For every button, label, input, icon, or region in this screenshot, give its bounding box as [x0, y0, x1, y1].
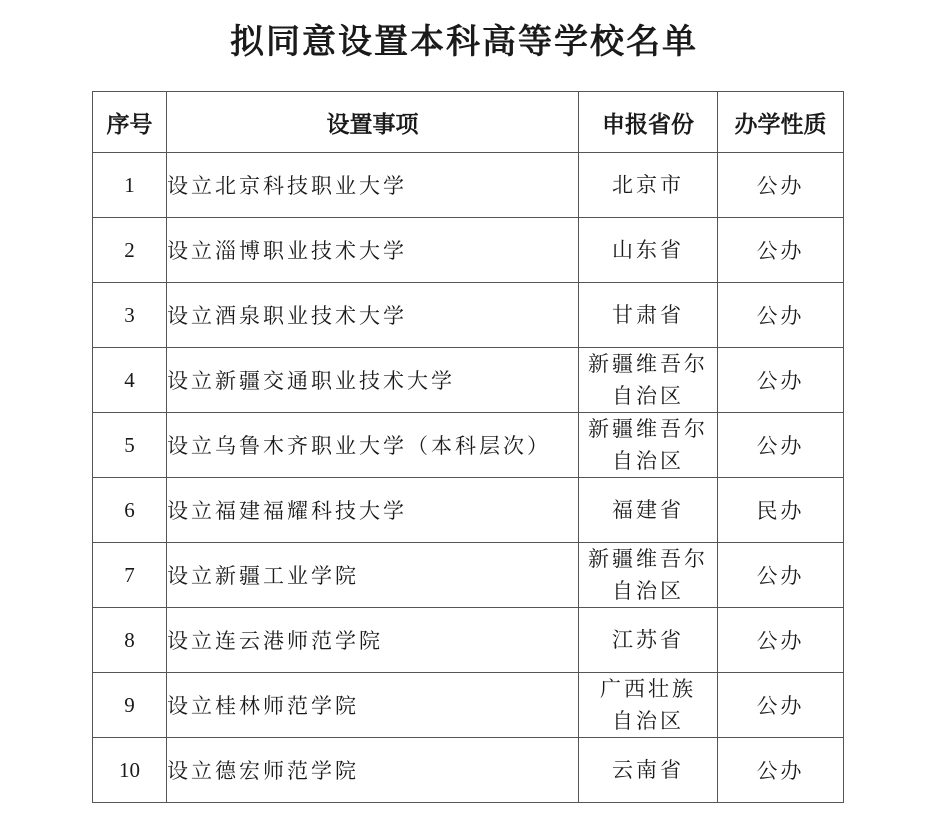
table-body	[93, 153, 844, 803]
row-nature: 公办	[718, 673, 844, 738]
province-line: 甘肃省	[612, 303, 684, 327]
row-item: 设立北京科技职业大学	[167, 153, 579, 218]
row-number: 5	[93, 413, 167, 478]
row-item: 设立酒泉职业技术大学	[167, 283, 579, 348]
table-row	[93, 738, 844, 803]
table-row	[93, 153, 844, 218]
province-line: 自治区	[612, 449, 684, 473]
table-row	[93, 283, 844, 348]
table-row	[93, 478, 844, 543]
row-nature: 公办	[718, 283, 844, 348]
row-nature: 公办	[718, 413, 844, 478]
row-province	[579, 348, 718, 413]
row-item: 设立淄博职业技术大学	[167, 218, 579, 283]
row-number: 3	[93, 283, 167, 348]
row-number: 9	[93, 673, 167, 738]
header-number: 序号	[93, 92, 167, 153]
table-header-row	[93, 92, 844, 153]
row-item: 设立乌鲁木齐职业大学（本科层次）	[167, 413, 579, 478]
province-line: 云南省	[612, 758, 684, 782]
row-province	[579, 413, 718, 478]
table-row	[93, 413, 844, 478]
row-item: 设立德宏师范学院	[167, 738, 579, 803]
row-number: 2	[93, 218, 167, 283]
table-row	[93, 348, 844, 413]
row-nature: 公办	[718, 348, 844, 413]
row-province	[579, 608, 718, 673]
row-item: 设立福建福耀科技大学	[167, 478, 579, 543]
document-title: 拟同意设置本科高等学校名单	[230, 22, 698, 62]
province-line: 新疆维吾尔	[588, 417, 708, 441]
province-line: 山东省	[612, 238, 684, 262]
row-nature: 公办	[718, 738, 844, 803]
row-nature: 公办	[718, 543, 844, 608]
header-item: 设置事项	[167, 92, 579, 153]
row-number: 7	[93, 543, 167, 608]
header-nature: 办学性质	[718, 92, 844, 153]
row-number: 6	[93, 478, 167, 543]
row-item: 设立连云港师范学院	[167, 608, 579, 673]
row-province	[579, 283, 718, 348]
table-row	[93, 673, 844, 738]
province-line: 福建省	[612, 498, 684, 522]
row-province	[579, 673, 718, 738]
row-nature: 公办	[718, 218, 844, 283]
table-row	[93, 218, 844, 283]
province-line: 自治区	[612, 709, 684, 733]
row-number: 8	[93, 608, 167, 673]
header-province: 申报省份	[579, 92, 718, 153]
province-line: 新疆维吾尔	[588, 352, 708, 376]
row-province	[579, 218, 718, 283]
row-province	[579, 543, 718, 608]
row-number: 4	[93, 348, 167, 413]
table-row	[93, 608, 844, 673]
row-province	[579, 153, 718, 218]
row-nature: 公办	[718, 153, 844, 218]
province-line: 自治区	[612, 579, 684, 603]
row-item: 设立新疆工业学院	[167, 543, 579, 608]
row-province	[579, 478, 718, 543]
row-province	[579, 738, 718, 803]
row-nature: 民办	[718, 478, 844, 543]
row-number: 1	[93, 153, 167, 218]
province-line: 江苏省	[612, 628, 684, 652]
row-number: 10	[93, 738, 167, 803]
province-line: 自治区	[612, 384, 684, 408]
row-nature: 公办	[718, 608, 844, 673]
table-row	[93, 543, 844, 608]
province-line: 北京市	[612, 173, 684, 197]
row-item: 设立桂林师范学院	[167, 673, 579, 738]
row-item: 设立新疆交通职业技术大学	[167, 348, 579, 413]
province-line: 新疆维吾尔	[588, 547, 708, 571]
province-line: 广西壮族	[600, 677, 696, 701]
school-list-table	[92, 91, 844, 803]
